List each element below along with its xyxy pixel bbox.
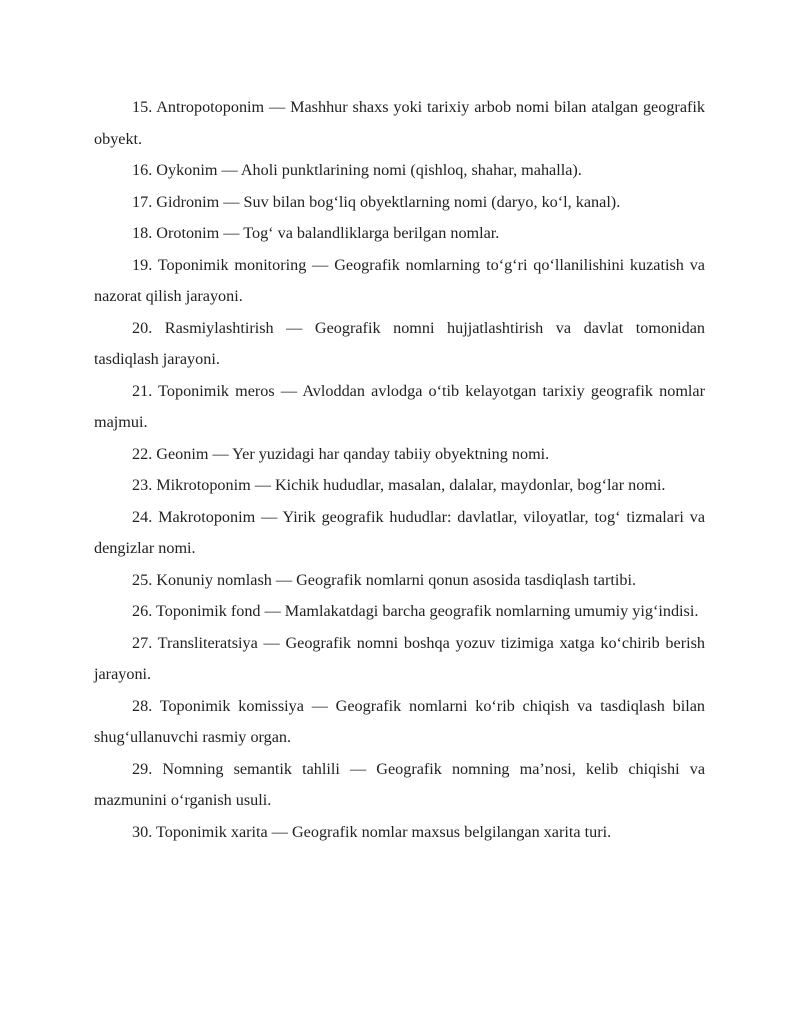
term-paragraph-23: 23. Mikrotoponim — Kichik hududlar, masalan, dalalar, maydonlar, bog‘lar nomi. <box>132 476 666 494</box>
term-paragraph-29: 29. Nomning semantik tahlili — Geografik nomning ma’nosi, kelib chiqishi va mazmunini o‘rganish usuli. <box>94 759 705 809</box>
term-paragraph-18: 18. Orotonim — Tog‘ va balandliklarga berilgan nomlar. <box>132 224 500 242</box>
term-paragraph-20: 20. Rasmiylashtirish — Geografik nomni hujjatlashtirish va davlat tomonidan tasdiqlash jarayoni. <box>94 318 705 368</box>
term-paragraph-22: 22. Geonim — Yer yuzidagi har qanday tabiiy obyektning nomi. <box>132 444 550 463</box>
term-paragraph-26: 26. Toponimik fond — Mamlakatdagi barcha geografik nomlarning umumiy yig‘indisi. <box>132 602 699 620</box>
document-body <box>94 92 705 848</box>
term-paragraph-19: 19. Toponimik monitoring — Geografik nomlarning to‘g‘ri qo‘llanilishini kuzatish va nazorat qilish jarayoni. <box>94 255 705 305</box>
term-paragraph-16: 16. Oykonim — Aholi punktlarining nomi (qishloq, shahar, mahalla). <box>132 161 582 179</box>
term-paragraph-17: 17. Gidronim — Suv bilan bog‘liq obyektlarning nomi (daryo, ko‘l, kanal). <box>132 192 621 211</box>
term-paragraph-30: 30. Toponimik xarita — Geografik nomlar maxsus belgilangan xarita turi. <box>132 822 612 841</box>
term-paragraph-24: 24. Makrotoponim — Yirik geografik hududlar: davlatlar, viloyatlar, tog‘ tizmalari va dengizlar nomi. <box>94 507 705 557</box>
term-paragraph-15: 15. Antropotoponim — Mashhur shaxs yoki tarixiy arbob nomi bilan atalgan geografik obyekt. <box>94 98 705 148</box>
term-paragraph-25: 25. Konuniy nomlash — Geografik nomlarni qonun asosida tasdiqlash tartibi. <box>132 570 636 589</box>
term-paragraph-28: 28. Toponimik komissiya — Geografik nomlarni ko‘rib chiqish va tasdiqlash bilan shug‘ullanuvchi rasmiy organ. <box>94 696 705 746</box>
term-paragraph-21: 21. Toponimik meros — Avloddan avlodga o‘tib kelayotgan tarixiy geografik nomlar majmui. <box>94 381 705 431</box>
term-paragraph-27: 27. Transliteratsiya — Geografik nomni boshqa yozuv tizimiga xatga ko‘chirib berish jarayoni. <box>94 633 705 683</box>
